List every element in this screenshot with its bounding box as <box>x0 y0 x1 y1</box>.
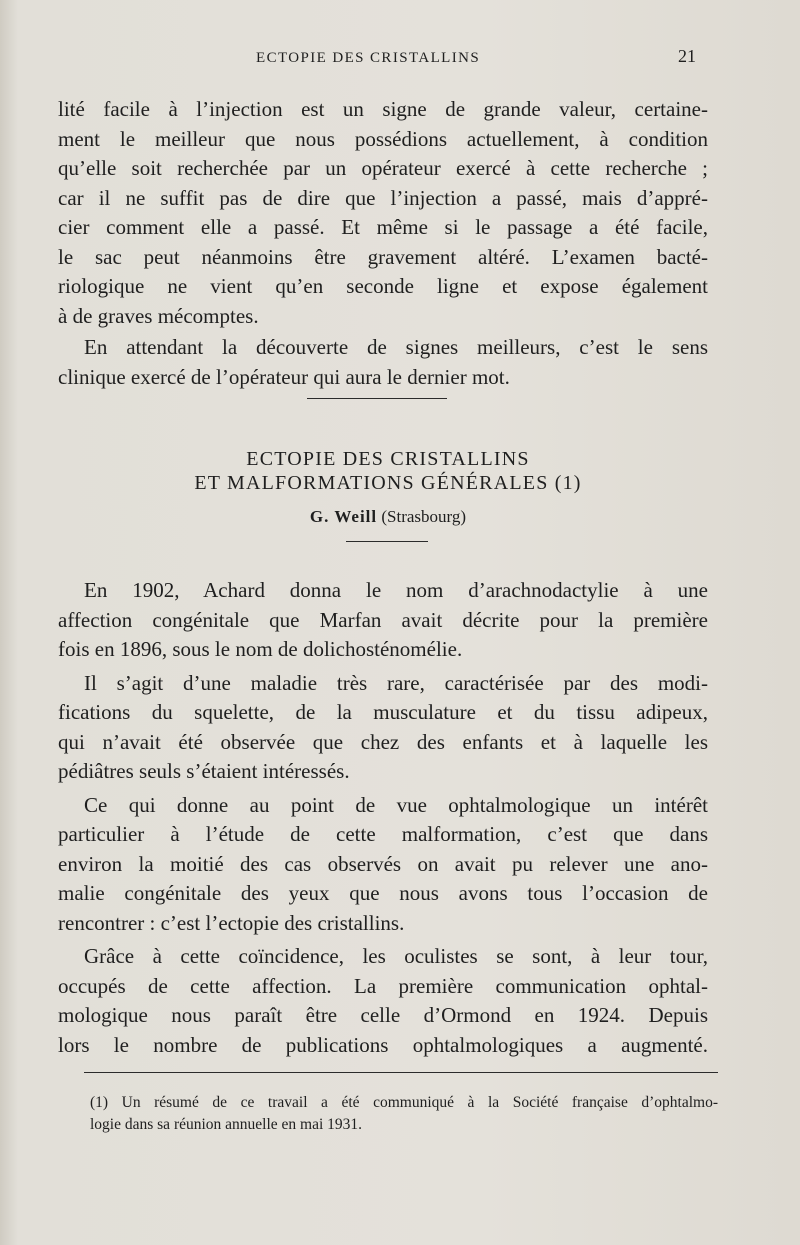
author-affiliation: (Strasbourg) <box>381 507 467 526</box>
text-line: environ la moitié des cas observés on avait pu relever une ano- <box>58 851 708 876</box>
text-line: mologique nous paraît être celle d’Ormond en 1924. Depuis <box>58 1003 708 1027</box>
running-head <box>0 46 800 76</box>
text-line: fois en 1896, sous le nom de dolichosténomélie. <box>58 637 463 661</box>
paragraph <box>58 669 708 787</box>
text-line: ment le meilleur que nous possédions actuellement, à condition <box>58 126 708 151</box>
footnote <box>90 1092 718 1136</box>
text-line: riologique ne vient qu’en seconde ligne et expose également <box>58 274 708 298</box>
previous-article-ending <box>58 95 708 331</box>
text-line: rencontrer : c’est l’ectopie des cristallins. <box>58 910 405 935</box>
running-title: ECTOPIE DES CRISTALLINS <box>256 50 481 66</box>
title-divider <box>346 541 428 542</box>
text-line: lors le nombre de publications ophtalmologiques a augmenté. <box>58 1032 708 1057</box>
article-body <box>58 576 708 1060</box>
text-line: car il ne suffit pas de dire que l’injection a passé, mais d’appré- <box>58 185 708 210</box>
article-author <box>0 507 776 527</box>
paragraph <box>58 333 708 392</box>
text-line: clinique exercé de l’opérateur qui aura le dernier mot. <box>58 364 510 389</box>
footnote-line: logie dans sa réunion annuelle en mai 1931. <box>90 1116 363 1133</box>
previous-article-conclusion <box>58 333 708 392</box>
text-line: Il s’agit d’une maladie très rare, caractérisée par des modi- <box>84 670 708 695</box>
text-line: malie congénitale des yeux que nous avons tous l’occasion de <box>58 881 708 905</box>
article-title-line: ECTOPIE DES CRISTALLINS <box>246 448 530 470</box>
text-line: le sac peut néanmoins être gravement altéré. L’examen bacté- <box>58 244 708 269</box>
text-line: Ce qui donne au point de vue ophtalmologique un intérêt <box>84 792 708 817</box>
text-line: En 1902, Achard donna le nom d’arachnodactylie à une <box>84 578 708 602</box>
text-line: fications du squelette, de la musculature et du tissu adipeux, <box>58 700 708 724</box>
text-line: pédiâtres seuls s’étaient intéressés. <box>58 759 350 783</box>
article-title-line: ET MALFORMATIONS GÉNÉRALES (1) <box>194 472 582 494</box>
footnote-divider <box>84 1072 718 1073</box>
text-line: cier comment elle a passé. Et même si le passage a été facile, <box>58 215 708 239</box>
text-line: qui n’avait été observée que chez des enfants et à laquelle les <box>58 729 708 754</box>
paragraph <box>58 576 708 665</box>
page-number: 21 <box>678 46 696 66</box>
paragraph <box>58 791 708 939</box>
text-line: affection congénitale que Marfan avait décrite pour la première <box>58 607 708 632</box>
text-line: lité facile à l’injection est un signe de grande valeur, certaine- <box>58 97 708 121</box>
paragraph <box>58 942 708 1060</box>
paragraph <box>58 95 708 331</box>
text-line: En attendant la découverte de signes meilleurs, c’est le sens <box>84 335 708 359</box>
text-line: Grâce à cette coïncidence, les oculistes se sont, à leur tour, <box>84 944 708 968</box>
footnote-line: (1) Un résumé de ce travail a été communiqué à la Société française d’ophtalmo- <box>90 1094 718 1111</box>
text-line: à de graves mécomptes. <box>58 303 259 328</box>
author-name: G. Weill <box>309 507 378 526</box>
text-line: particulier à l’étude de cette malformation, c’est que dans <box>58 822 708 846</box>
section-divider <box>307 398 447 399</box>
text-line: occupés de cette affection. La première communication ophtal- <box>58 973 708 998</box>
text-line: qu’elle soit recherchée par un opérateur exercé à cette recherche ; <box>58 156 708 180</box>
